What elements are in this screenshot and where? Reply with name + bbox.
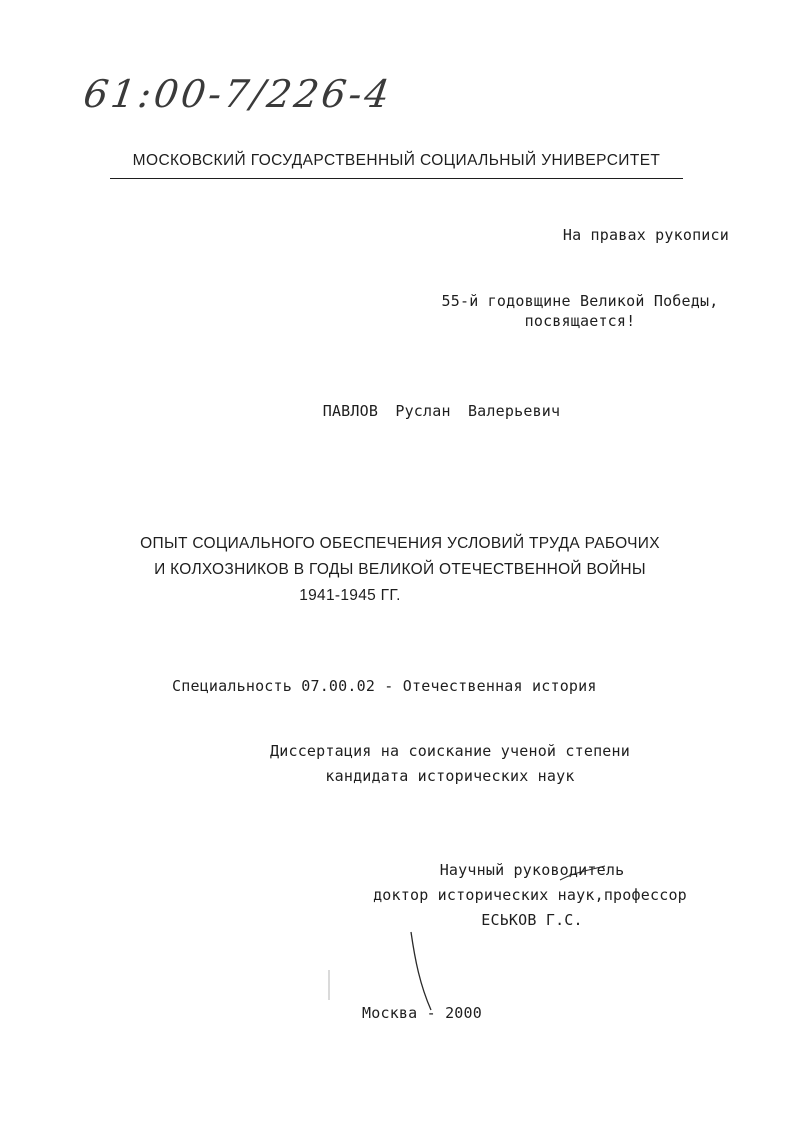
dedication-line-1: 55-й годовщине Великой Победы, — [441, 292, 719, 310]
handwritten-catalog-code: 61:00-7/226-4 — [80, 72, 395, 116]
supervisor-degree: доктор исторических наук,профессор — [373, 886, 687, 904]
author-name: ПАВЛОВ Руслан Валерьевич — [322, 402, 561, 420]
university-name: МОСКОВСКИЙ ГОСУДАРСТВЕННЫЙ СОЦИАЛЬНЫЙ УНИВЕРСИТЕТ — [132, 152, 661, 169]
title-line-3: 1941-1945 ГГ. — [299, 587, 401, 604]
degree-line-2: кандидата исторических наук — [325, 767, 575, 785]
supervisor-role: Научный руководитель — [439, 861, 625, 879]
dedication-line-2: посвящается! — [524, 312, 636, 330]
supervisor-name: ЕСЬКОВ Г.С. — [481, 911, 583, 929]
manuscript-rights-note: На правах рукописи — [562, 226, 729, 244]
degree-line-1: Диссертация на соискание ученой степени — [270, 742, 630, 760]
title-line-1: ОПЫТ СОЦИАЛЬНОГО ОБЕСПЕЧЕНИЯ УСЛОВИЙ ТРУДА РАБОЧИХ — [140, 535, 660, 552]
title-line-2: И КОЛХОЗНИКОВ В ГОДЫ ВЕЛИКОЙ ОТЕЧЕСТВЕННОЙ ВОЙНЫ — [154, 561, 646, 578]
city-year: Москва - 2000 — [362, 1004, 482, 1022]
specialty: Специальность 07.00.02 - Отечественная история — [172, 677, 597, 695]
